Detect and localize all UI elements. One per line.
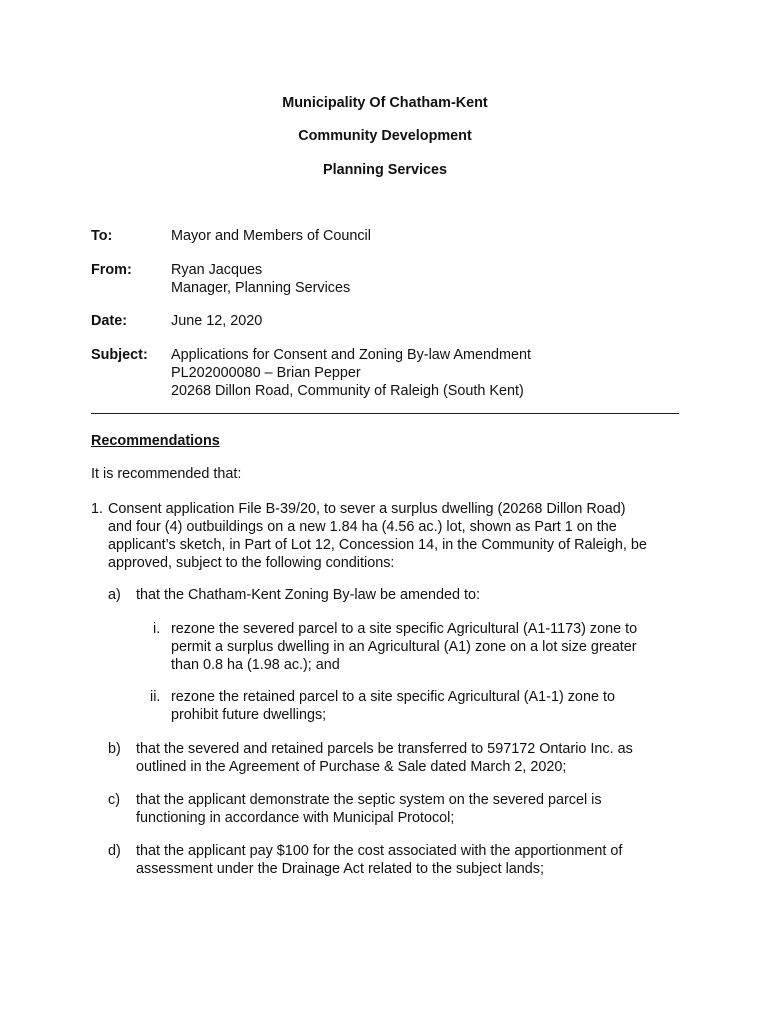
condition-c-marker: c)	[108, 792, 120, 808]
condition-d-text	[136, 842, 622, 878]
text-line: applicant’s sketch, in Part of Lot 12, Concession 14, in the Community of Raleigh, be	[108, 537, 647, 553]
subitem-i-marker: i.	[153, 621, 161, 637]
from-label: From:	[91, 262, 132, 278]
text-line: rezone the retained parcel to a site specific Agricultural (A1-1) zone to	[171, 689, 615, 705]
subject-value	[171, 346, 531, 400]
text-line: prohibit future dwellings;	[171, 707, 327, 723]
text-line: that the applicant pay $100 for the cost associated with the apportionment of	[136, 843, 623, 859]
from-value	[171, 261, 350, 297]
subject-label: Subject:	[91, 347, 148, 363]
text-line: that the applicant demonstrate the septic system on the severed parcel is	[136, 792, 602, 808]
to-label: To:	[91, 228, 113, 244]
department-heading: Community Development	[298, 128, 472, 144]
municipality-heading: Municipality Of Chatham-Kent	[282, 95, 488, 111]
text-line: than 0.8 ha (1.98 ac.); and	[171, 657, 340, 673]
subitem-ii-text	[171, 688, 615, 724]
condition-c-text	[136, 791, 602, 827]
item-1-text	[108, 500, 647, 572]
recommendations-heading: Recommendations	[91, 433, 220, 449]
condition-d-marker: d)	[108, 843, 121, 859]
header-divider	[91, 413, 679, 414]
condition-a-text	[136, 586, 480, 604]
subject-line: 20268 Dillon Road, Community of Raleigh (South Kent)	[171, 383, 524, 399]
subitem-ii-marker: ii.	[150, 689, 161, 705]
date-label: Date:	[91, 313, 127, 329]
text-line: functioning in accordance with Municipal Protocol;	[136, 810, 455, 826]
subject-line: Applications for Consent and Zoning By-law Amendment	[171, 347, 531, 363]
to-value: Mayor and Members of Council	[171, 228, 371, 244]
text-line: approved, subject to the following conditions:	[108, 555, 395, 571]
condition-b-marker: b)	[108, 741, 121, 757]
text-line: that the Chatham-Kent Zoning By-law be amended to:	[136, 587, 480, 603]
condition-b-text	[136, 740, 633, 776]
division-heading: Planning Services	[323, 162, 447, 178]
text-line: permit a surplus dwelling in an Agricultural (A1) zone on a lot size greater	[171, 639, 637, 655]
condition-a-marker: a)	[108, 587, 121, 603]
subitem-i-text	[171, 620, 637, 674]
text-line: that the severed and retained parcels be transferred to 597172 Ontario Inc. as	[136, 741, 633, 757]
text-line: outlined in the Agreement of Purchase & Sale dated March 2, 2020;	[136, 759, 567, 775]
from-title: Manager, Planning Services	[171, 280, 351, 296]
date-value: June 12, 2020	[171, 313, 263, 329]
text-line: rezone the severed parcel to a site specific Agricultural (A1-1173) zone to	[171, 621, 638, 637]
subject-line: PL202000080 – Brian Pepper	[171, 365, 361, 381]
item-1-marker: 1.	[91, 501, 104, 517]
text-line: assessment under the Drainage Act related to the subject lands;	[136, 861, 544, 877]
text-line: Consent application File B-39/20, to sever a surplus dwelling (20268 Dillon Road)	[108, 501, 626, 517]
recommendation-intro: It is recommended that:	[91, 466, 242, 482]
text-line: and four (4) outbuildings on a new 1.84 ha (4.56 ac.) lot, shown as Part 1 on the	[108, 519, 617, 535]
from-name: Ryan Jacques	[171, 262, 263, 278]
